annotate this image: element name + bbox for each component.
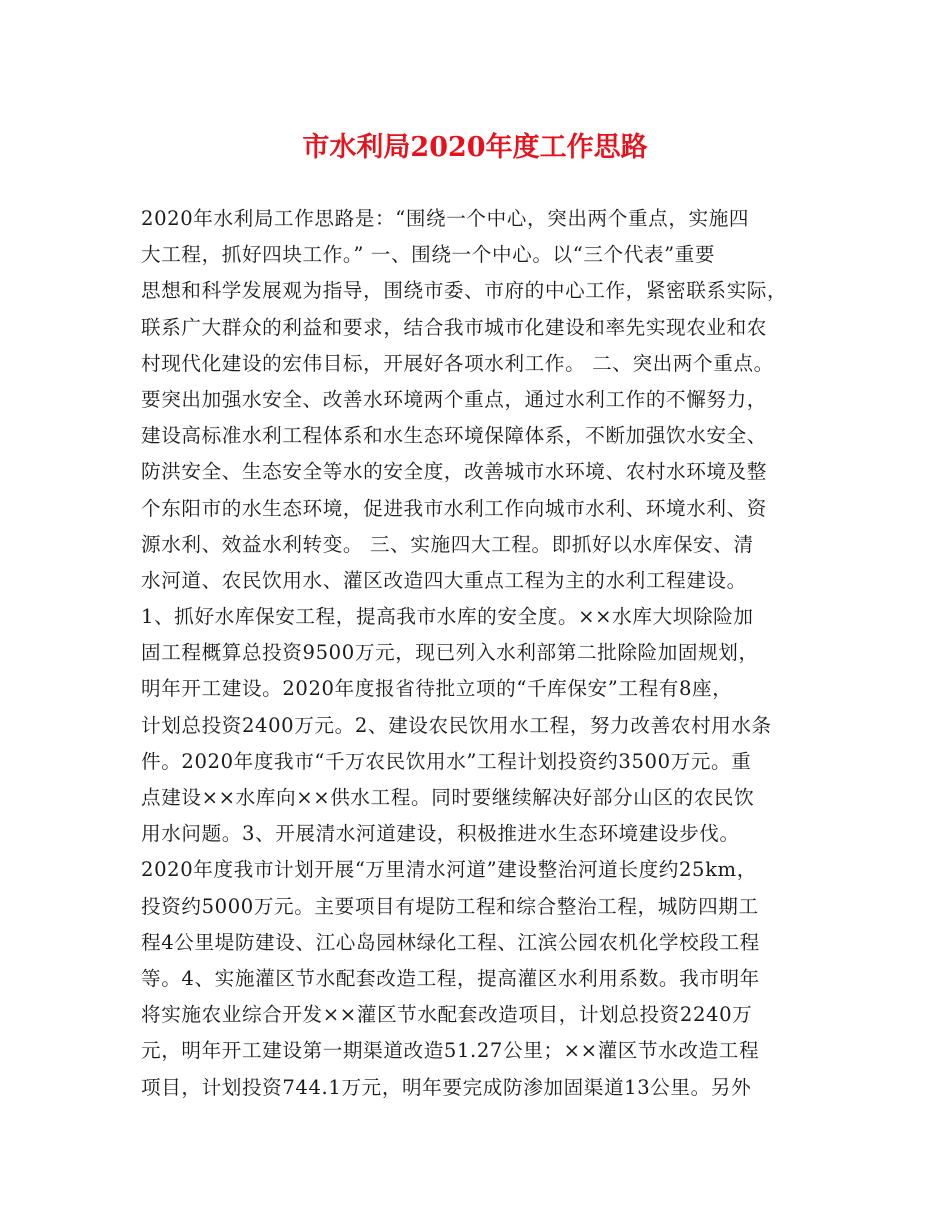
body-line: 个东阳市的水生态环境，促进我市水利工作向城市水利、环境水利、资 — [141, 496, 768, 520]
document-body — [141, 201, 831, 1106]
body-line: 固工程概算总投资9500万元，现已列入水利部第二批除险加固规划， — [141, 641, 759, 665]
body-line: 点建设××水库向××供水工程。同时要继续解决好部分山区的农民饮 — [141, 786, 755, 809]
body-line: 1、抓好水库保安工程，提高我市水库的安全度。××水库大坝除险加 — [141, 605, 754, 629]
body-line: 联系广大群众的利益和要求，结合我市城市化建设和率先实现农业和农 — [141, 315, 768, 339]
body-line: 要突出加强水安全、改善水环境两个重点，通过水利工作的不懈努力， — [141, 387, 768, 411]
body-line: 防洪安全、生态安全等水的安全度，改善城市水环境、农村水环境及整 — [141, 460, 768, 484]
body-line: 村现代化建设的宏伟目标，开展好各项水利工作。 二、突出两个重点。 — [141, 351, 774, 375]
body-line: 项目，计划投资744.1万元，明年要完成防渗加固渠道13公里。另外 — [141, 1075, 752, 1099]
body-line: 等。4、实施灌区节水配套改造工程，提高灌区水利用系数。我市明年 — [141, 966, 760, 990]
body-line: 投资约5000万元。主要项目有堤防工程和综合整治工程，城防四期工 — [141, 894, 759, 918]
body-line: 大工程，抓好四块工作。” 一、围绕一个中心。以“三个代表”重要 — [141, 243, 716, 267]
body-line: 2020年度我市计划开展“万里清水河道”建设整治河道长度约25km， — [141, 858, 757, 882]
body-line: 元，明年开工建设第一期渠道改造51.27公里；××灌区节水改造工程 — [141, 1039, 760, 1063]
body-line: 用水问题。3、开展清水河道建设，积极推进水生态环境建设步伐。 — [141, 822, 740, 846]
document-title: 市水利局2020年度工作思路 — [302, 132, 648, 163]
body-line: 件。2020年度我市“千万农民饮用水”工程计划投资约3500万元。重 — [141, 749, 752, 773]
body-line: 2020年水利局工作思路是：“围绕一个中心，突出两个重点，实施四 — [141, 207, 750, 230]
body-line: 程4公里堤防建设、江心岛园林绿化工程、江滨公园农机化学校段工程 — [141, 930, 760, 954]
body-line: 水河道、农民饮用水、灌区改造四大重点工程为主的水利工程建设。 — [141, 568, 747, 592]
body-line: 建设高标准水利工程体系和水生态环境保障体系，不断加强饮水安全、 — [141, 424, 768, 448]
body-line: 计划总投资2400万元。2、建设农民饮用水工程，努力改善农村用水条 — [141, 713, 772, 737]
body-line: 思想和科学发展观为指导，围绕市委、市府的中心工作，紧密联系实际， — [141, 279, 788, 303]
body-line: 明年开工建设。2020年度报省待批立项的“千库保安”工程有8座， — [141, 677, 733, 701]
body-line: 将实施农业综合开发××灌区节水配套改造项目，计划总投资2240万 — [141, 1003, 753, 1027]
body-line: 源水利、效益水利转变。 三、实施四大工程。即抓好以水库保安、清 — [141, 532, 754, 556]
